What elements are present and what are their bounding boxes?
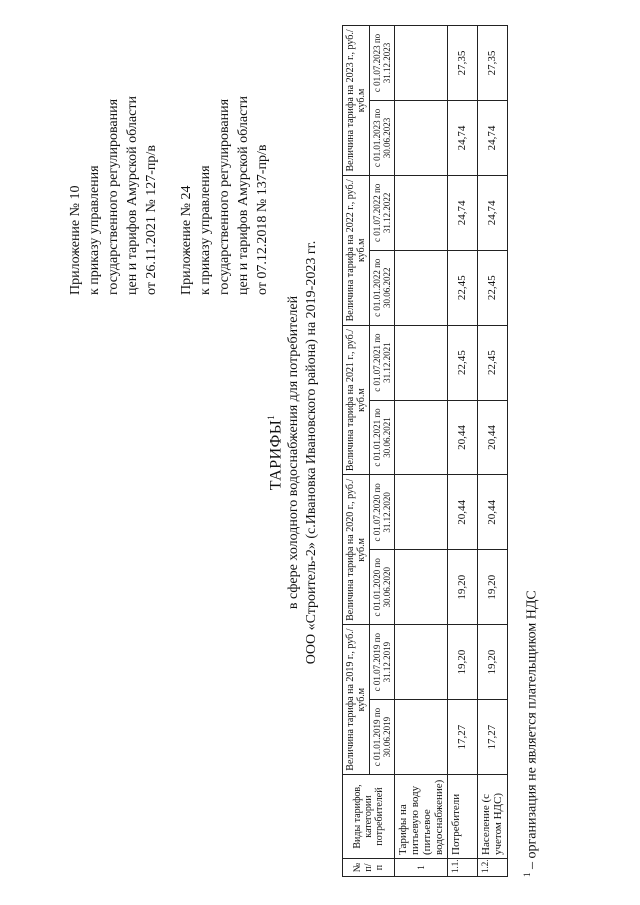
empty-cell bbox=[395, 475, 448, 550]
title-text: ТАРИФЫ bbox=[267, 419, 285, 491]
table-section-row bbox=[395, 26, 448, 877]
tariff-value: 24,74 bbox=[448, 175, 478, 250]
empty-cell bbox=[395, 175, 448, 250]
footnote-text: – организация не является плательщиком НДС bbox=[524, 590, 540, 873]
tariff-value: 22,45 bbox=[478, 325, 508, 400]
tariff-table bbox=[342, 25, 508, 877]
appendix-line: к приказу управления bbox=[198, 165, 213, 295]
tariff-value: 19,20 bbox=[478, 550, 508, 625]
period-cell: с 01.01.2023 по 30.06.2023 bbox=[370, 100, 395, 175]
section-label: Тарифы на питьевую воду (питьевое водоснабжение) bbox=[395, 775, 448, 859]
empty-cell bbox=[395, 550, 448, 625]
row-number: 1.1. bbox=[448, 859, 478, 877]
period-cell: с 01.07.2023 по 31.12.2023 bbox=[370, 26, 395, 101]
row-label: Потребители bbox=[448, 775, 478, 859]
appendix-24 bbox=[177, 15, 272, 295]
period-cell: с 01.07.2019 по 31.12.2019 bbox=[370, 625, 395, 700]
header-types: Виды тарифов, категории потребителей bbox=[343, 775, 395, 859]
table-header-row bbox=[343, 26, 370, 877]
appendix-block bbox=[66, 15, 288, 295]
period-cell: с 01.01.2021 по 30.06.2021 bbox=[370, 400, 395, 475]
period-cell: с 01.07.2022 по 31.12.2022 bbox=[370, 175, 395, 250]
empty-cell bbox=[395, 325, 448, 400]
header-year-2020: Величина тарифа на 2020 г., руб./куб.м bbox=[343, 475, 370, 625]
header-year-2023: Величина тарифа на 2023 г., руб./куб.м bbox=[343, 26, 370, 176]
tariff-value: 19,20 bbox=[448, 550, 478, 625]
period-cell: с 01.01.2019 по 30.06.2019 bbox=[370, 700, 395, 775]
header-year-2021: Величина тарифа на 2021 г., руб./куб.м bbox=[343, 325, 370, 475]
appendix-line: государственного регулирования bbox=[106, 98, 121, 295]
appendix-10 bbox=[66, 15, 161, 295]
tariff-value: 22,45 bbox=[448, 325, 478, 400]
empty-cell bbox=[395, 625, 448, 700]
table-row bbox=[478, 26, 508, 877]
tariff-value: 17,27 bbox=[478, 700, 508, 775]
heading-line: ООО «Строитель-2» (с.Ивановка Ивановского района) на 2019-2023 гг. bbox=[304, 240, 320, 665]
appendix-line: от 26.11.2021 № 127-пр/в bbox=[144, 145, 159, 295]
header-year-2019: Величина тарифа на 2019 г., руб./куб.м bbox=[343, 625, 370, 775]
period-cell: с 01.07.2021 по 31.12.2021 bbox=[370, 325, 395, 400]
row-label: Население (с учетом НДС) bbox=[478, 775, 508, 859]
tariff-value: 20,44 bbox=[448, 400, 478, 475]
header-no: № п/п bbox=[343, 859, 395, 877]
row-number: 1 bbox=[395, 859, 448, 877]
period-cell: с 01.01.2020 по 30.06.2020 bbox=[370, 550, 395, 625]
header-year-2022: Величина тарифа на 2022 г., руб./куб.м bbox=[343, 175, 370, 325]
tariff-value: 24,74 bbox=[448, 100, 478, 175]
table-period-row bbox=[370, 26, 395, 877]
empty-cell bbox=[395, 250, 448, 325]
empty-cell bbox=[395, 100, 448, 175]
document-heading bbox=[262, 0, 321, 905]
footnote bbox=[518, 177, 542, 877]
empty-cell bbox=[395, 400, 448, 475]
footnote-mark: 1 bbox=[266, 414, 276, 420]
tariff-value: 19,20 bbox=[478, 625, 508, 700]
tariff-value: 27,35 bbox=[478, 26, 508, 101]
appendix-line: Приложение № 24 bbox=[179, 185, 194, 295]
appendix-line: цен и тарифов Амурской области bbox=[236, 96, 251, 295]
tariff-value: 24,74 bbox=[478, 100, 508, 175]
heading-line: в сфере холодного водоснабжения для потребителей bbox=[286, 295, 302, 610]
tariff-value: 17,27 bbox=[448, 700, 478, 775]
period-cell: с 01.07.2020 по 31.12.2020 bbox=[370, 475, 395, 550]
row-number: 1.2. bbox=[478, 859, 508, 877]
tariff-value: 27,35 bbox=[448, 26, 478, 101]
appendix-line: государственного регулирования bbox=[217, 98, 232, 295]
period-cell: с 01.01.2022 по 30.06.2022 bbox=[370, 250, 395, 325]
footnote-mark: 1 bbox=[522, 872, 532, 877]
table-row bbox=[448, 26, 478, 877]
appendix-line: цен и тарифов Амурской области bbox=[125, 96, 140, 295]
appendix-line: Приложение № 10 bbox=[68, 185, 83, 295]
document-title bbox=[262, 0, 285, 905]
appendix-line: от 07.12.2018 № 137-пр/в bbox=[255, 144, 270, 295]
tariff-value: 22,45 bbox=[478, 250, 508, 325]
empty-cell bbox=[395, 700, 448, 775]
appendix-line: к приказу управления bbox=[87, 165, 102, 295]
tariff-value: 24,74 bbox=[478, 175, 508, 250]
tariff-value: 20,44 bbox=[478, 400, 508, 475]
tariff-value: 20,44 bbox=[448, 475, 478, 550]
tariff-value: 22,45 bbox=[448, 250, 478, 325]
tariff-value: 20,44 bbox=[478, 475, 508, 550]
tariff-value: 19,20 bbox=[448, 625, 478, 700]
empty-cell bbox=[395, 26, 448, 101]
